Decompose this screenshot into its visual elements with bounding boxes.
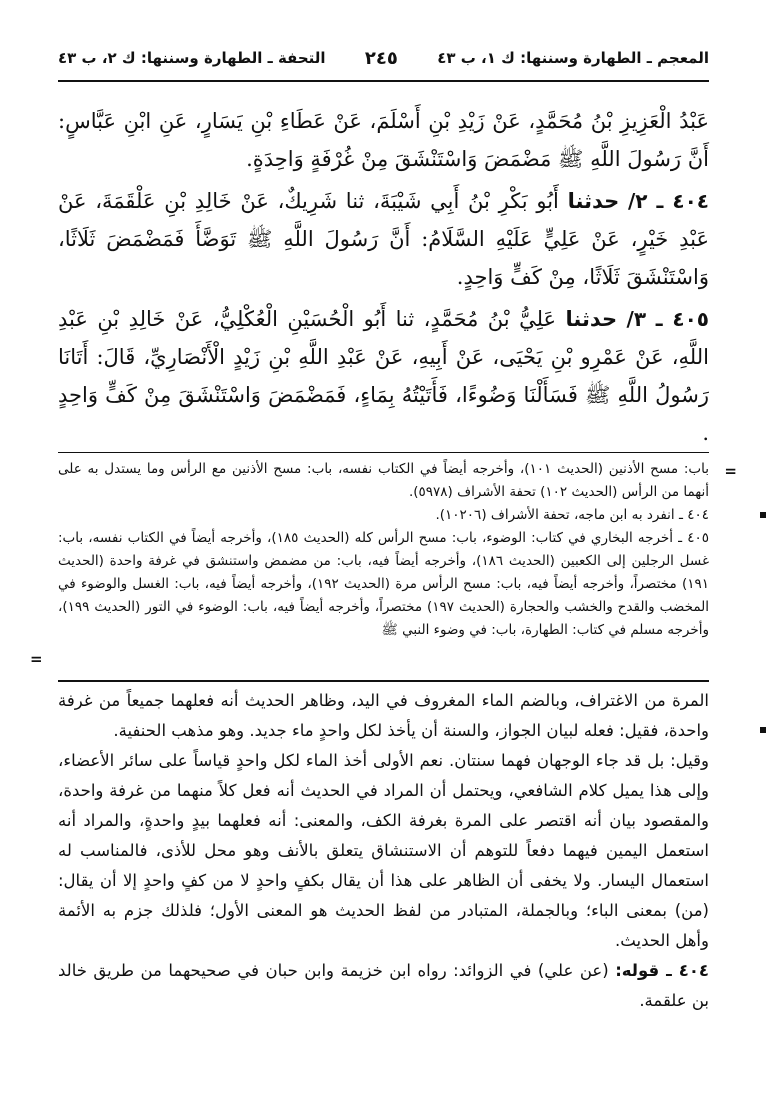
header-right-reference: المعجم ـ الطهارة وسننها: ك ١، ب ٤٣ [437, 49, 709, 67]
commentary-block [58, 686, 709, 1016]
hadith-opening: حدثنا [565, 307, 618, 331]
note-item: باب: مسح الأذنين (الحديث ١٠١)، وأخرجه أيضاً في الكتاب نفسه، باب: مسح الأذنين مع الرأس وما يستدل به على أنهما من الرأس (الحديث ١٠٢) تحفة الأشراف (٥٩٧٨). [58, 461, 710, 500]
note-item: ٤٠٤ ـ انفرد به ابن ماجه، تحفة الأشراف (١٠٢٠٦). [435, 507, 709, 523]
running-header [58, 38, 709, 78]
hadith-text-block [58, 102, 709, 456]
margin-mark [760, 727, 766, 733]
commentary-lead: ٤٠٤ ـ قوله: [615, 961, 709, 980]
hadith-opening: حدثنا [567, 189, 620, 213]
hadith-text: عَبْدُ الْعَزِيزِ بْنُ مُحَمَّدٍ، عَنْ زَيْدِ بْنِ أَسْلَمَ، عَنْ عَطَاءِ بْنِ يَسَارٍ، عَنِ ابْنِ عَبَّاسٍ: أَنَّ رَسُولَ اللَّهِ ﷺ مَضْمَضَ وَاسْتَنْشَقَ مِنْ غُرْفَةٍ وَاحِدَةٍ. [58, 109, 709, 171]
commentary-text: (عن علي) في الزوائد: رواه ابن خزيمة وابن حبان في صحيحهما من طريق خالد بن علقمة. [58, 961, 709, 1010]
header-divider [58, 80, 709, 82]
takhrij-notes [58, 458, 709, 642]
hadith-number: ٤٠٥ ـ ٣/ [626, 307, 709, 331]
header-left-reference: التحفة ـ الطهارة وسننها: ك ٢، ب ٤٣ [58, 49, 326, 67]
page-number: ٢٤٥ [364, 47, 398, 69]
hadith-continuation [58, 102, 709, 178]
hadith-404 [58, 182, 709, 296]
commentary-divider [58, 680, 709, 682]
commentary-paragraph: المرة من الاغتراف، وبالضم الماء المغروف في اليد، وظاهر الحديث أنه فعلهما جميعاً من غرفة واحدة، فقيل: فعله لبيان الجواز، والسنة أن يأخذ لكل واحدٍ ماء جديد. وهو مذهب الحنفية. [58, 691, 709, 740]
hadith-number: ٤٠٤ ـ ٢/ [627, 189, 709, 213]
notes-divider [58, 452, 709, 453]
commentary-paragraph: وقيل: بل قد جاء الوجهان فهما سنتان. نعم الأولى أخذ الماء لكل واحدٍ قياساً على سائر الأعضاء، وإلى هذا يميل كلام الشافعي، ويحتمل أن المراد في الحديث أنه فعل كلاً منهما من غرفة واحدة، والمقصود بيان أنه اقتصر على المرة بغرفة الكف، والمعنى: أنه فعلهما بيدٍ واحدةٍ، والمراد أنه استعمل اليمين فيهما دفعاً للتوهم أن الاستنشاق يتعلق بالأنف وهو محل للأذى، فالمناسب له استعمال اليسار. ولا يخفى أن الظاهر على هذا أن يقال بكفٍ واحدٍ لا من كفٍ واحدٍ إلا أن يقال: (من) بمعنى الباء؛ وبالجملة، المتبادر من لفظ الحديث هو المعنى الأول؛ فلذلك جزم به الأئمة وأهل الحديث. [58, 751, 709, 950]
hadith-405 [58, 300, 709, 452]
commentary-paragraph [58, 956, 709, 1016]
margin-mark [760, 512, 766, 518]
note-item: ٤٠٥ ـ أخرجه البخاري في كتاب: الوضوء، باب: مسح الرأس كله (الحديث ١٨٥)، وأخرجه أيضاً في الكتاب نفسه، باب: غسل الرجلين إلى الكعبين (الحديث ١٨٦)، وأخرجه أيضاً فيه، باب: من مضمض واستنشق في غرفة واحدة (الحديث ١٩١) مختصراً، وأخرجه أيضاً فيه، باب: مسح الرأس مرة (الحديث ١٩٢)، وأخرجه أيضاً فيه، باب: الغسل والوضوء في المخضب والقدح والخشب والحجارة (الحديث ١٩٧) مختصراً، وأخرجه أيضاً فيه، باب: الوضوء في التور (الحديث ١٩٩)، وأخرجه مسلم في كتاب: الطهارة، باب: في وضوء النبي ﷺ [58, 530, 710, 638]
continuation-mark-top: = [724, 462, 737, 480]
hadith-text: عَلِيُّ بْنُ مُحَمَّدٍ، ثنا أَبُو الْحُسَيْنِ الْعُكْلِيُّ، عَنْ خَالِدِ بْنِ عَبْدِ اللَّهِ، عَنْ عَمْرِو بْنِ يَحْيَى، عَنْ أَبِيهِ، عَنْ عَبْدِ اللَّهِ بْنِ زَيْدٍ الْأَنْصَارِيِّ، قَالَ: أَتَانَا رَسُولُ اللَّهِ ﷺ فَسَأَلْنَا وَضُوءًا، فَأَتَيْتُهُ بِمَاءٍ، فَمَضْمَضَ وَاسْتَنْشَقَ مِنْ كَفٍّ وَاحِدٍ . [58, 307, 709, 445]
hadith-text: أَبُو بَكْرِ بْنُ أَبِي شَيْبَةَ، ثنا شَرِيكٌ، عَنْ خَالِدِ بْنِ عَلْقَمَةَ، عَنْ عَبْدِ خَيْرٍ، عَنْ عَلِيٍّ عَلَيْهِ السَّلَامُ: أَنَّ رَسُولَ اللَّهِ ﷺ تَوَضَّأَ فَمَضْمَضَ ثَلَاثًا، وَاسْتَنْشَقَ ثَلَاثًا، مِنْ كَفٍّ وَاحِدٍ. [58, 189, 709, 289]
continuation-mark-bottom: = [30, 650, 43, 668]
